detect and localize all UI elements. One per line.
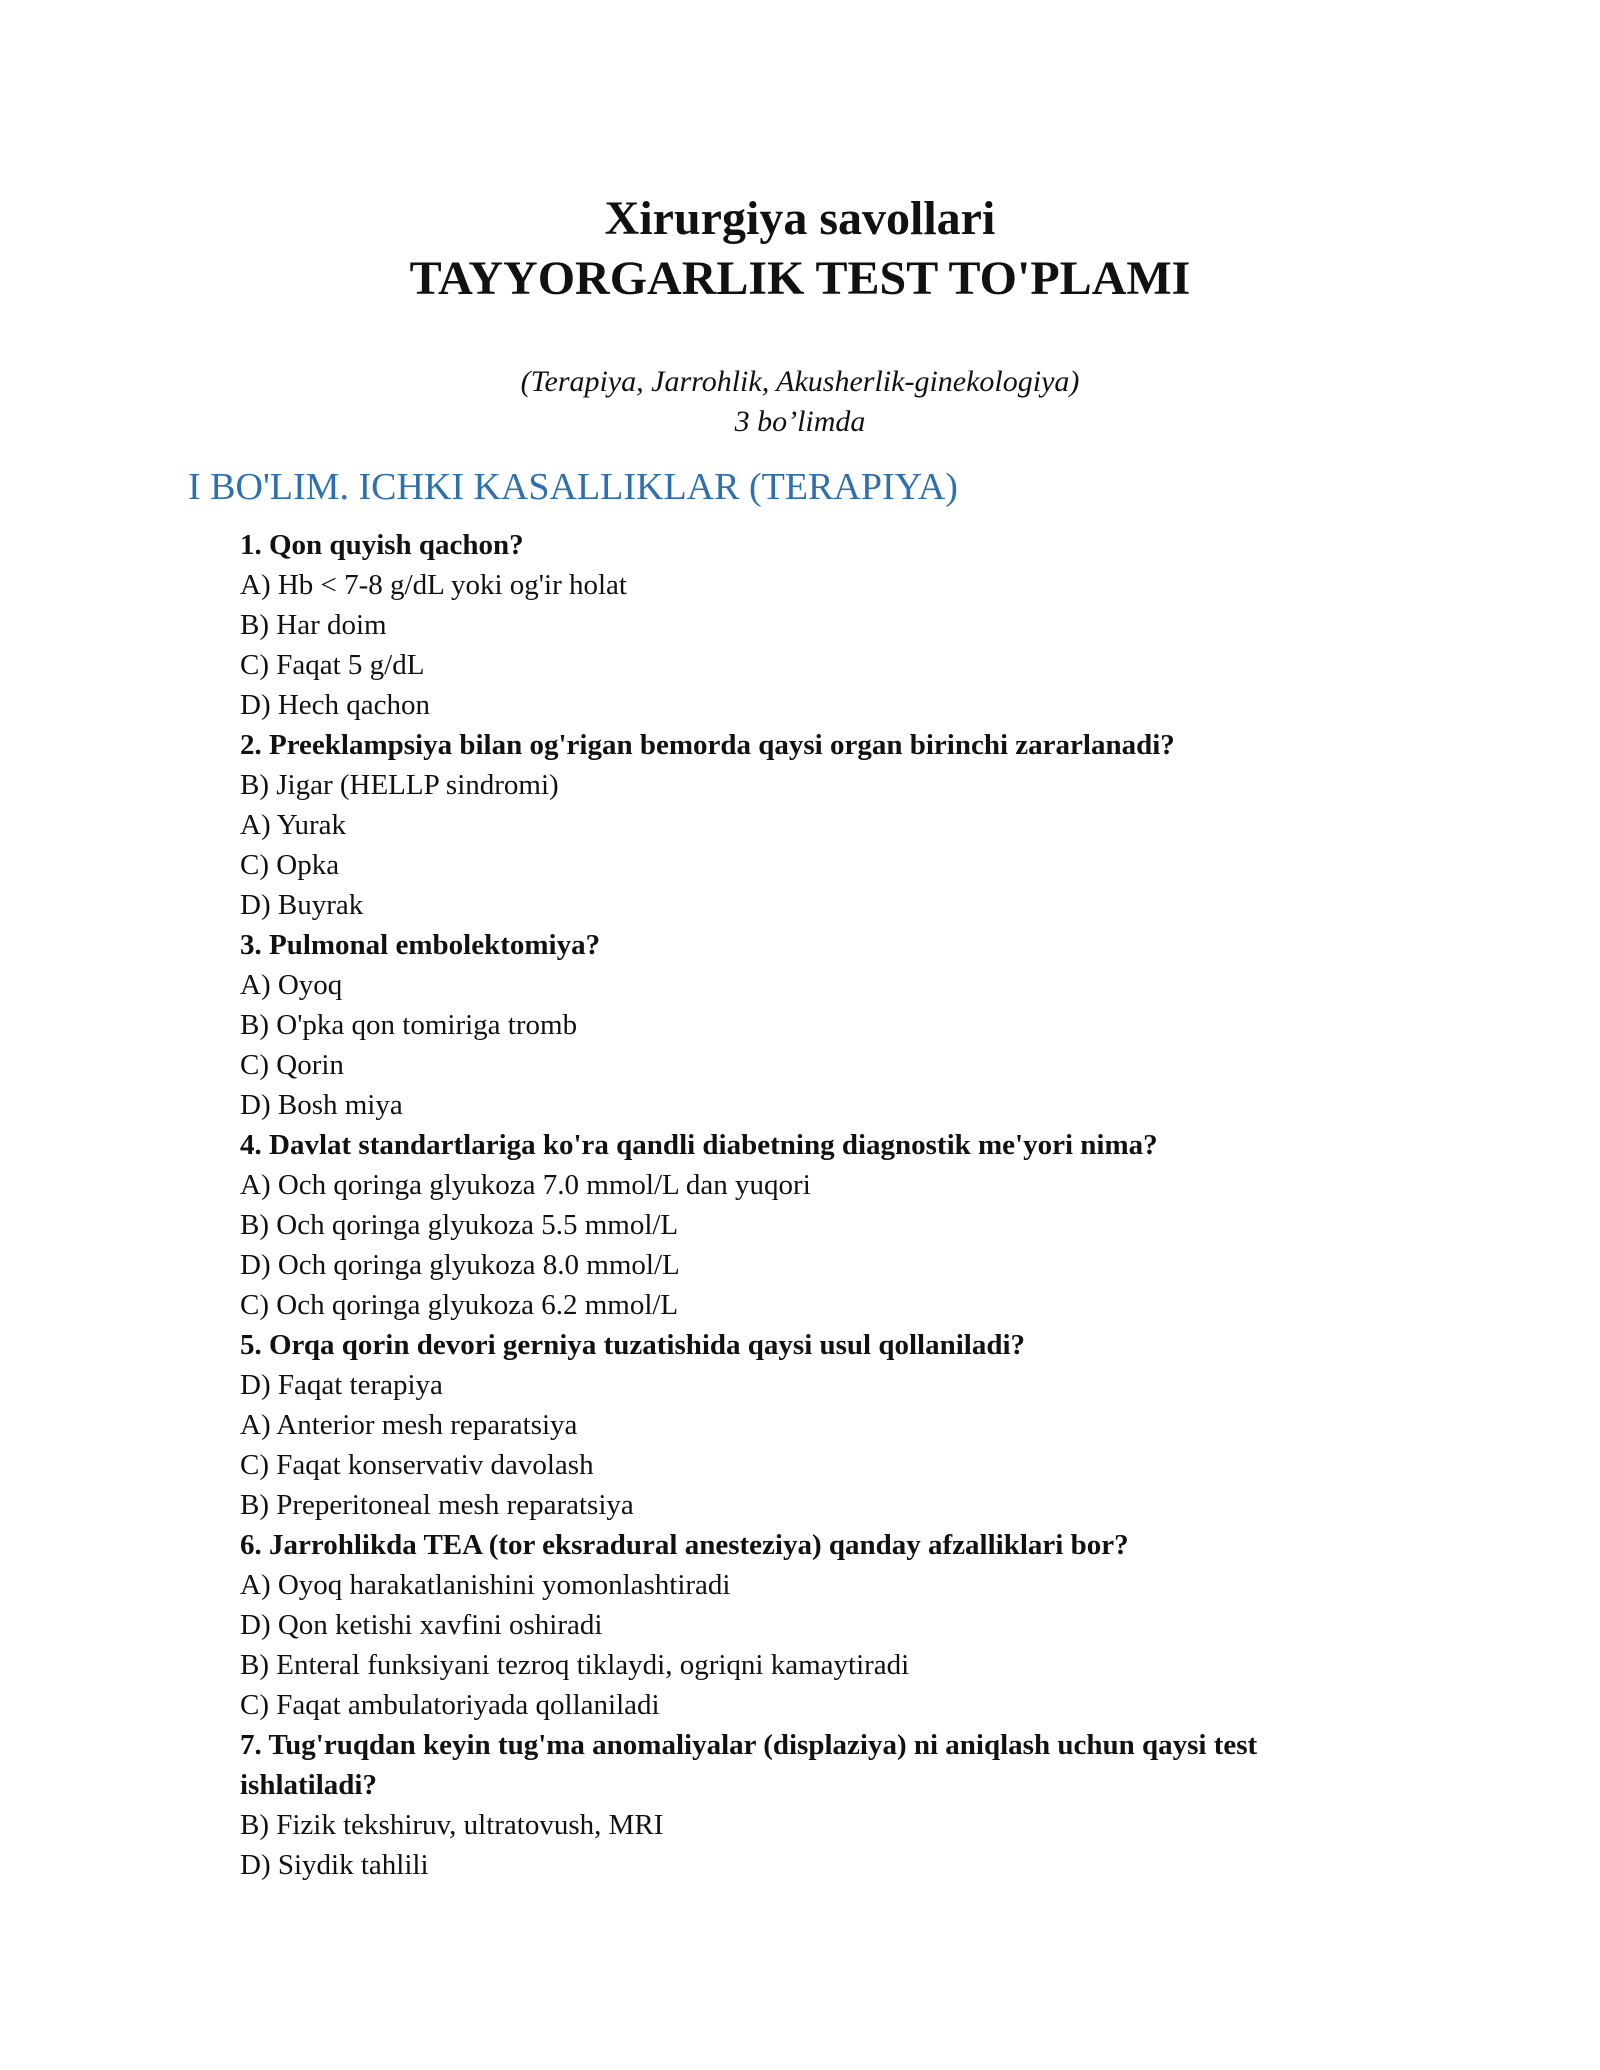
document-subtitle-parts: 3 bo’limda (734, 405, 866, 438)
answer-option: A) Anterior mesh reparatsiya (240, 1409, 578, 1441)
answer-option: A) Yurak (240, 809, 347, 841)
question-text: 4. Davlat standartlariga ko'ra qandli diabetning diagnostik me'yori nima? (240, 1129, 1158, 1161)
document-title-secondary: TAYYORGARLIK TEST TO'PLAMI (409, 252, 1191, 305)
answer-option: B) Och qoringa glyukoza 5.5 mmol/L (240, 1209, 679, 1241)
section-heading: I BO'LIM. ICHKI KASALLIKLAR (TERAPIYA) (188, 466, 958, 508)
answer-option: D) Qon ketishi xavfini oshiradi (240, 1609, 603, 1641)
question-list (240, 525, 1370, 1885)
answer-option: C) Qorin (240, 1049, 344, 1081)
answer-option: C) Faqat ambulatoriyada qollaniladi (240, 1689, 660, 1721)
answer-option: A) Oyoq harakatlanishini yomonlashtiradi (240, 1569, 731, 1601)
answer-option: D) Faqat terapiya (240, 1369, 443, 1401)
answer-option: B) Jigar (HELLP sindromi) (240, 769, 559, 801)
question-text: 2. Preeklampsiya bilan og'rigan bemorda qaysi organ birinchi zararlanadi? (240, 729, 1175, 761)
answer-option: B) Preperitoneal mesh reparatsiya (240, 1489, 634, 1521)
document-subtitle: (Terapiya, Jarrohlik, Akusherlik-ginekologiya) (520, 365, 1080, 398)
answer-option: D) Buyrak (240, 889, 364, 921)
answer-option: D) Bosh miya (240, 1089, 403, 1121)
answer-option: D) Och qoringa glyukoza 8.0 mmol/L (240, 1249, 680, 1281)
answer-option: A) Oyoq (240, 969, 343, 1001)
question-text: 1. Qon quyish qachon? (240, 529, 524, 561)
answer-option: A) Hb < 7-8 g/dL yoki og'ir holat (240, 569, 627, 601)
answer-option: B) Enteral funksiyani tezroq tiklaydi, ogriqni kamaytiradi (240, 1649, 910, 1681)
answer-option: D) Siydik tahlili (240, 1849, 429, 1881)
question-text: 5. Orqa qorin devori gerniya tuzatishida qaysi usul qollaniladi? (240, 1329, 1026, 1361)
answer-option: D) Hech qachon (240, 689, 431, 721)
answer-option: C) Opka (240, 849, 340, 881)
question-text: 3. Pulmonal embolektomiya? (240, 929, 601, 961)
question-text: 6. Jarrohlikda TEA (tor eksradural anesteziya) qanday afzalliklari bor? (240, 1529, 1129, 1561)
answer-option: A) Och qoringa glyukoza 7.0 mmol/L dan yuqori (240, 1169, 811, 1201)
answer-option: B) O'pka qon tomiriga tromb (240, 1009, 578, 1041)
answer-option: C) Och qoringa glyukoza 6.2 mmol/L (240, 1289, 679, 1321)
document-title: Xirurgiya savollari (604, 192, 996, 245)
answer-option: B) Fizik tekshiruv, ultratovush, MRI (240, 1809, 664, 1841)
question-text: 7. Tug'ruqdan keyin tug'ma anomaliyalar (displaziya) ni aniqlash uchun qaysi test ishlatiladi? (240, 1729, 1258, 1801)
answer-option: C) Faqat 5 g/dL (240, 649, 425, 681)
answer-option: C) Faqat konservativ davolash (240, 1449, 594, 1481)
answer-option: B) Har doim (240, 609, 387, 641)
